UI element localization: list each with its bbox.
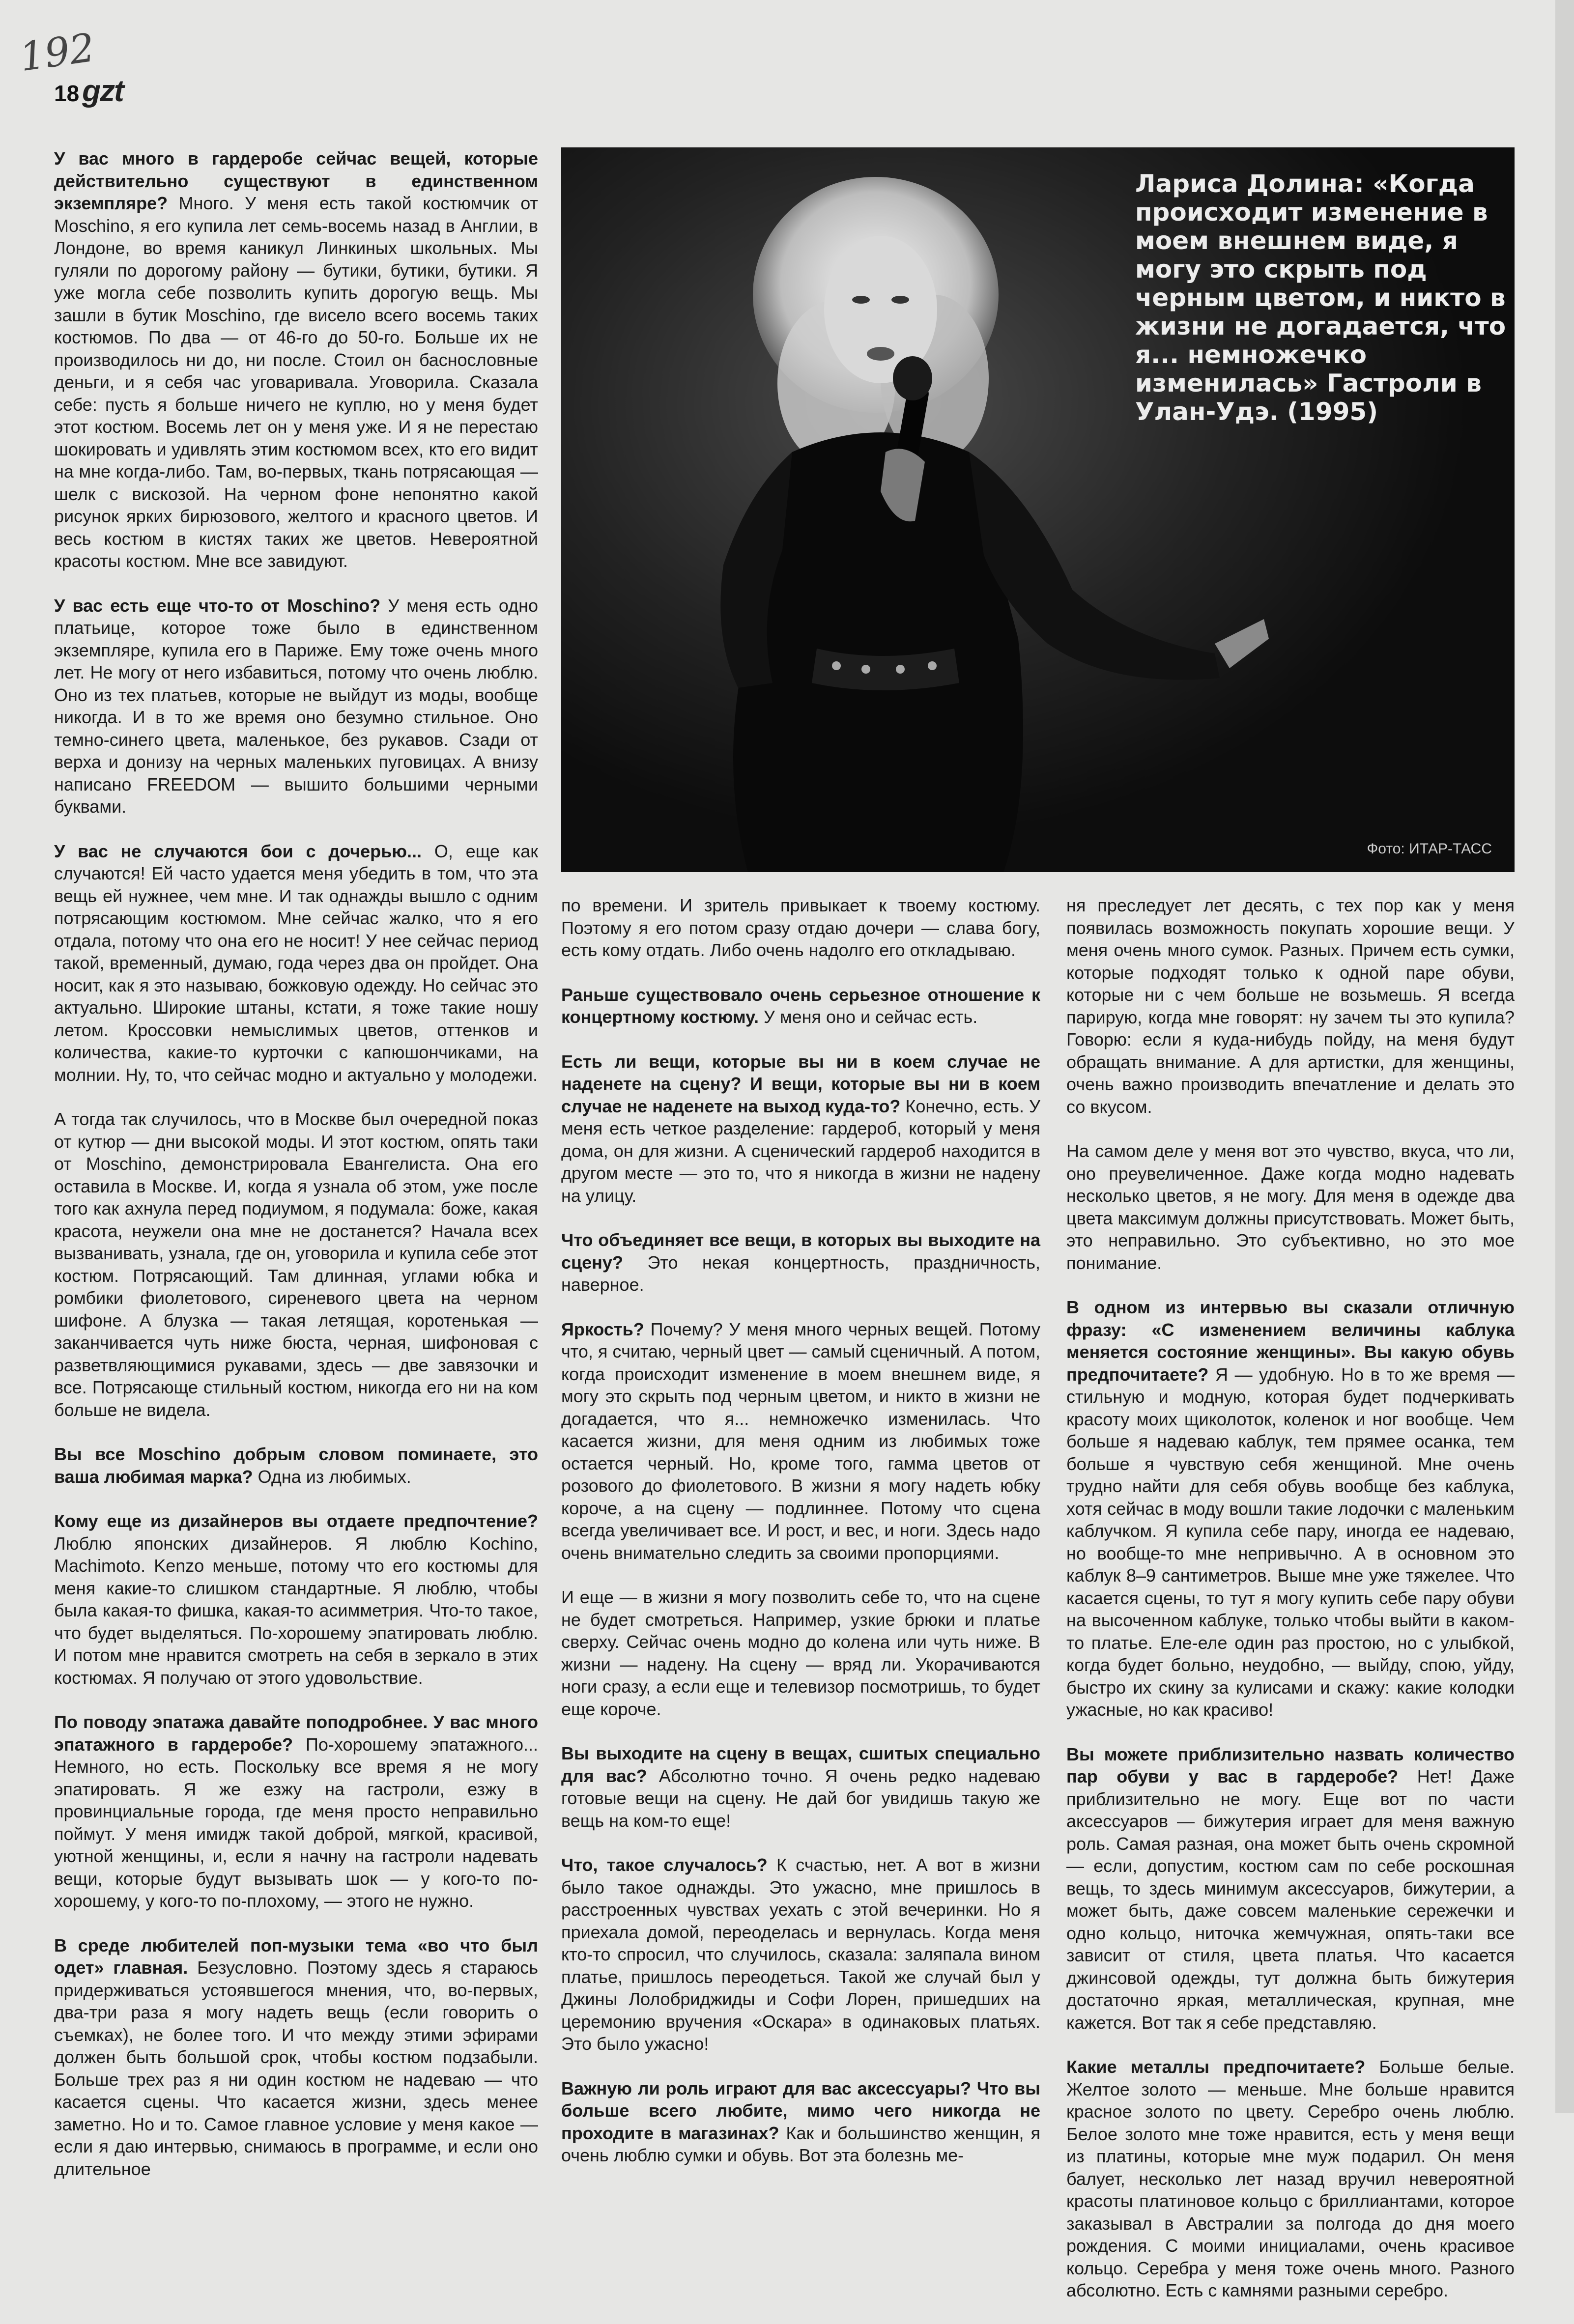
interview-paragraph: [54, 1443, 538, 1488]
interview-answer: Безусловно. Поэтому здесь я стараюсь придерживаться устоявшегося мнения, что, во-первых, два-три раза я могу надеть вещь (если говорить о съемках), не более того. И что между этими эфирами должен быть большой срок, чтобы костюм подзабыли. Больше трех раз я ни один костюм не надеваю — что касается сцены. Что касается жизни, здесь менее заметно. Но и то. Самое главное условие у меня какое — если я даю интервью, снимаюсь в программе, и если оно длительное: [54, 1957, 538, 2179]
interview-answer: Много. У меня есть такой костюмчик от Moschino, я его купила лет семь-восемь назад в Англии, в Лондоне, во время каникул Линкиных школьных. Мы гуляли по дорогому району — бутики, бутики, бутики. Я уже могла себе позволить купить дорогую вещь. Мы зашли в бутик Moschino, где висело всего восемь таких костюмов. По два — от 46-го до 50-го. Больше их не производилось ни до, ни после. Стоил он баснословные деньги, и я себя час уговаривала. Уговорила. Сказала себе: пусть я больше ничего не куплю, но у меня будет этот костюм. Восемь лет он у меня уже. И я не перестаю шокировать и удивлять этим костюмом всех, кто его видит на мне когда-либо. Там, во-первых, ткань потрясающая — шелк с вискозой. На черном фоне непонятно какой рисунок ярких бирюзового, желтого и красного цветов. И весь костюм в кистях таких же цветов. Невероятной красоты костюм. Мне все завидуют.: [54, 193, 538, 571]
interview-paragraph: [1066, 2056, 1515, 2302]
interview-paragraph: [1066, 894, 1515, 1118]
interview-paragraph: [54, 1711, 538, 1912]
photo-credit: Фото: ИТАР-ТАСС: [1367, 841, 1492, 857]
interview-answer: У меня есть одно платьице, которое тоже было в единственном экземпляре, купила его в Париже. Ему тоже очень много лет. Не могу от него избавиться, потому что очень люблю. Оно из тех платьев, которые не выйдут из моды, вообще никогда. И в то же время оно безумно стильное. Оно темно-синего цвета, маленькое, без рукавов. Сзади от верха и донизу на черных маленьких пуговицах. А внизу написано FREEDOM — вышито большими черными буквами.: [54, 595, 538, 817]
interview-question: Что, такое случалось?: [561, 1855, 768, 1875]
handwritten-page-number: 192: [17, 24, 98, 81]
interview-question: У вас много в гардеробе сейчас вещей, которые действительно существуют в единственном экземпляре?: [54, 148, 538, 213]
interview-paragraph: [54, 1108, 538, 1421]
interview-paragraph: [561, 1050, 1040, 1207]
interview-paragraph: [54, 1934, 538, 2181]
interview-answer: А тогда так случилось, что в Москве был очередной показ от кутюр — дни высокой моды. И этот костюм, опять таки от Moschino, демонстрировала Евангелиста. Она его оставила в Москве. И, когда я узнала об этом, уже после того как ахнула перед подиумом, я подумала: боже, какая красота, неужели она мне не достанется? Начала всех вызванивать, узнала, где он, уговорила и купила себе этот костюм. Потрясающий. Там длинная, углами юбка и ромбики фиолетового, сиреневого цвета на черном шифоне. А блузка — такая летящая, коротенькая — заканчивается чуть ниже бюста, черная, шифоновая с разветвляющимися рукавами, здесь — две завязочки и все. Потрясающе стильный костюм, никогда его ни на ком больше не видела.: [54, 1109, 538, 1420]
interview-paragraph: [54, 595, 538, 818]
interview-question: Вы выходите на сцену в вещах, сшитых специально для вас?: [561, 1743, 1040, 1786]
interview-paragraph: [561, 2077, 1040, 2167]
interview-paragraph: [561, 984, 1040, 1028]
interview-question: Яркость?: [561, 1319, 644, 1339]
interview-answer: Почему? У меня много черных вещей. Потому что, я считаю, черный цвет — самый сценичный. А потом, когда происходит изменение в моем внешнем виде, я могу это скрыть под черным цветом, и никто в жизни не догадается, что я... немножечко изменилась. Что касается жизни, для меня одним из любимых тоже остается черный. Но, кроме того, гамма цветов от розового до фиолетового. В жизни я могу надеть юбку короче, а на сцену — подлиннее. Потому что сцена всегда увеличивает все. И рост, и вес, и ноги. Здесь надо очень внимательно следить за своими пропорциями.: [561, 1319, 1040, 1563]
interview-answer: Абсолютно точно. Я очень редко надеваю готовые вещи на сцену. Не дай бог увидишь такую же вещь на ком-то еще!: [561, 1765, 1041, 1831]
interview-paragraph: [561, 1229, 1040, 1296]
interview-paragraph: [561, 1742, 1040, 1832]
interview-paragraph: [561, 1586, 1040, 1720]
interview-question: Есть ли вещи, которые вы ни в коем случае не наденете на сцену? И вещи, которые вы ни в коем случае не наденете на выход куда-то?: [561, 1051, 1040, 1116]
interview-paragraph: [1066, 1296, 1515, 1721]
interview-paragraph: [561, 1854, 1040, 2055]
interview-answer: Больше белые. Желтое золото — меньше. Мне больше нравится красное золото по цвету. Серебро очень люблю. Белое золото мне тоже нравится, есть у меня вещи из платины, которые мне муж подарил. Он меня балует, несколько лет назад вручил невероятной красоты платиновое кольцо с бриллиантами, которое заказывал в Австралии за полгода до дня моего рождения. С моими инициалами, очень красивое кольцо. Серебра у меня тоже очень много. Разного абсолютно. Есть с камнями разными серебро.: [1066, 2057, 1515, 2300]
interview-paragraph: [1066, 1140, 1515, 1274]
interview-answer: Люблю японских дизайнеров. Я люблю Kochino, Machimoto. Kenzo меньше, потому что его костюмы для меня какие-то слишком стандартные. Я люблю, чтобы была какая-то фишка, какая-то асимметрия. Что-то такое, что будет выделяться. По-хорошему эпатировать люблю. И потом мне нравится смотреть на себя в зеркало в этих костюмах. Я получаю от этого удовольствие.: [54, 1533, 538, 1688]
interview-question: У вас не случаются бои с дочерью...: [54, 841, 422, 861]
page-edge: [1555, 0, 1574, 2113]
interview-paragraph: [1066, 1743, 1515, 2034]
interview-answer: Нет! Даже приблизительно не могу. Еще вот по части аксессуаров — бижутерия играет для меня важную роль. Самая разная, она может быть очень скромной — если, допустим, костюм сам по себе роскошная вещь, то здесь минимум аксессуаров, бижутерии, а может быть, даже совсем маленькие сережечки и одно кольцо, ниточка жемчужная, опять-таки все зависит от стиля, цвета платья. Что касается джинсовой одежды, тут должна быть бижутерия достаточно яркая, металлическая, крупная, мне кажется. Вот так я себе представляю.: [1066, 1766, 1515, 2033]
interview-question: Вы можете приблизительно назвать количество пар обуви у вас в гардеробе?: [1066, 1744, 1515, 1786]
interview-question: В среде любителей поп-музыки тема «во что был одет» главная.: [54, 1935, 538, 1978]
interview-paragraph: [54, 1510, 538, 1689]
interview-answer: На самом деле у меня вот это чувство, вкуса, что ли, оно преувеличенное. Даже когда модно надевать несколько цветов, я не могу. Для меня в одежде два цвета максимум должны присутствовать. Может быть, это неправильно. Это субъективно, но это мое понимание.: [1066, 1141, 1515, 1273]
interview-answer: И еще — в жизни я могу позволить себе то, что на сцене не будет смотреться. Например, узкие брюки и платье сверху. Сейчас очень модно до колена или чуть ниже. В жизни — надену. На сцену — вряд ли. Укорачиваются ноги сразу, а если еще и телевизор посмотришь, то будет еще короче.: [561, 1587, 1040, 1719]
interview-question: У вас есть еще что-то от Moschino?: [54, 595, 381, 616]
interview-answer: Конечно, есть. У меня есть четкое разделение: гардероб, который у меня дома, он для жизни. А сценический гардероб находится в другом месте — это то, что я никогда в жизни не надену на улицу.: [561, 1096, 1040, 1206]
interview-question: Кому еще из дизайнеров вы отдаете предпочтение?: [54, 1511, 538, 1531]
interview-answer: У меня оно и сейчас есть.: [759, 1007, 978, 1027]
interview-answer: Это некая концертность, праздничность, наверное.: [561, 1252, 1040, 1295]
interview-question: Вы все Moschino добрым словом поминаете, это ваша любимая марка?: [54, 1444, 538, 1487]
magazine-logo: gzt: [82, 74, 123, 108]
text-column-3: [1066, 894, 1515, 2324]
interview-question: Важную ли роль играют для вас аксессуары? Что вы больше всего любите, мимо чего никогда не проходите в магазинах?: [561, 2078, 1040, 2143]
interview-question: В одном из интервью вы сказали отличную фразу: «С изменением величины каблука меняется состояние женщины». Вы какую обувь предпочитаете?: [1066, 1297, 1515, 1385]
interview-paragraph: [54, 147, 538, 572]
interview-answer: ня преследует лет десять, с тех пор как у меня появилась возможность покупать хорошие вещи. У меня очень много сумок. Разных. Причем есть сумки, которые подходят только к одной паре обуви, которые ни с чем больше не возьмешь. Я всегда парирую, когда мне говорят: ну зачем ты это купила? Говорю: если я куда-нибудь пойду, на меня будут обращать внимание. А для артистки, для женщины, очень важно производить впечатление и делать это со вкусом.: [1066, 895, 1515, 1117]
photo-caption-box: [624, 170, 1509, 426]
interview-question: По поводу эпатажа давайте поподробнее. У вас много эпатажного в гардеробе?: [54, 1712, 538, 1755]
interview-answer: К счастью, нет. А вот в жизни было такое однажды. Это ужасно, мне пришлось в расстроенных чувствах уехать с этой вечеринки. Но я приехала домой, переоделась и вернулась. Когда меня кто-то спросил, что случилось, сказала: заляпала вином платье, пришлось переодеться. Такой же случай был у Джины Лолобриджиды и Софи Лорен, пришедших на церемонию вручения «Оскара» в одинаковых платьях. Это было ужасно!: [561, 1855, 1040, 2054]
interview-answer: Я — удобную. Но в то же время — стильную и модную, которая будет подчеркивать красоту моих щиколоток, коленок и ног вообще. Чем больше я надеваю каблук, тем прямее осанка, тем больше я чувствую себя женщиной. Мне очень трудно найти для себя обувь вообще без каблука, хотя сейчас в моду вошли такие лодочки с маленьким каблучком. Я купила себе пару, иногда ее надеваю, но вообще-то мне непривычно. А в основном это каблук 8–9 сантиметров. Выше мне уже тяжелее. Что касается сцены, то тут я могу купить себе пару обуви на высоченном каблуке, только чтобы выйти в каком-то платье. Еле-еле один раз простою, но с улыбкой, когда будет больно, неудобно, — выйду, спою, уйду, быстро их скину за кулисами и скажу: какие колодки ужасные, но как красиво!: [1066, 1364, 1515, 1720]
photo-caption: Лариса Долина: «Когда происходит изменение в моем внешнем виде, я могу это скрыть под черным цветом, и никто в жизни не догадается, что я... немножечко изменилась» Гастроли в Улан-Удэ. (1995): [1135, 170, 1506, 426]
interview-answer: Одна из любимых.: [253, 1466, 411, 1487]
interview-question: Раньше существовало очень серьезное отношение к концертному костюму.: [561, 984, 1040, 1027]
page-header: [54, 74, 123, 109]
interview-question: Какие металлы предпочитаете?: [1066, 2057, 1366, 2077]
text-column-2: [561, 894, 1040, 2189]
interview-question: Что объединяет все вещи, в которых вы выходите на сцену?: [561, 1230, 1040, 1273]
interview-paragraph: [54, 840, 538, 1086]
interview-paragraph: [561, 1318, 1040, 1564]
interview-answer: Как и большинство женщин, я очень люблю сумки и обувь. Вот эта болезнь ме-: [561, 2123, 1040, 2165]
interview-answer: По-хорошему эпатажного... Немного, но есть. Поскольку все время я не могу эпатировать. Я же езжу на гастроли, езжу в провинциальные города, где меня просто неправильно поймут. У меня имидж такой доброй, мягкой, красивой, уютной женщины, и, если я начну на гастроли надевать вещи, которые будут вызывать шок — у кого-то по-хорошему, у кого-то по-плохому, — этого не нужно.: [54, 1734, 538, 1911]
text-column-1: [54, 147, 538, 2202]
interview-answer: по времени. И зритель привыкает к твоему костюму. Поэтому я его потом сразу отдаю дочери — слава богу, есть кому отдать. Либо очень надолго его откладываю.: [561, 895, 1040, 960]
page-number: 18: [54, 81, 80, 106]
interview-answer: О, еще как случаются! Ей часто удается меня убедить в том, что эта вещь ей нужнее, чем мне. И так однажды вышло с одним потрясающим костюмом. Мне сейчас жалко, что я его отдала, потому что она его не носит! У нее сейчас период такой, временный, думаю, года через два он пройдет. Она носит, как я это называю, божковую одежду. Но сейчас это актуально. Широкие штаны, кстати, я тоже такие ношу летом. Кроссовки немыслимых цветов, оттенков и количества, какие-то курточки с капюшончиками, на молнии. Ну, то, что сейчас модно и актуально у молодежи.: [54, 841, 538, 1085]
interview-paragraph: [561, 894, 1040, 962]
